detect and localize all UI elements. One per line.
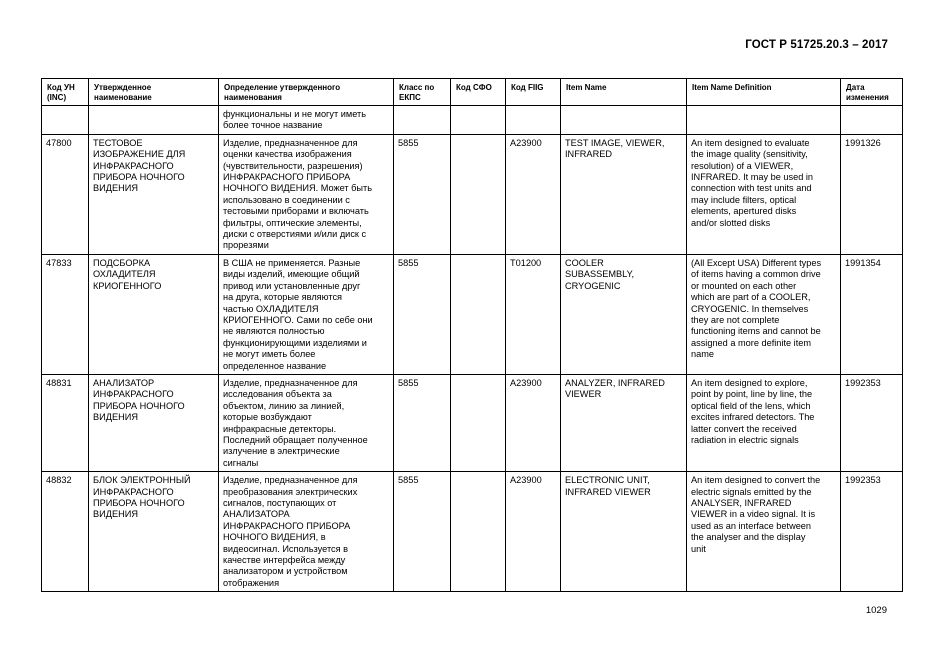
cell-approved-name: ТЕСТОВОЕ ИЗОБРАЖЕНИЕ ДЛЯ ИНФРАКРАСНОГО ПРИБОРА НОЧНОГО ВИДЕНИЯ — [89, 134, 219, 254]
table-row — [42, 134, 903, 254]
table-row — [42, 472, 903, 592]
col-header-item-name-definition: Item Name Definition — [687, 79, 841, 106]
table-row — [42, 106, 903, 135]
cell-sfo-code — [451, 254, 506, 374]
cell-name-definition: В США не применяется. Разные виды изделий, имеющие общий привод или установленные друг на друга, которые являются частью ОХЛАДИТЕЛЯ КРИОГЕННОГО. Сами по себе они не являются полностью функционирующими изделиями и не могут иметь более определенное название — [219, 254, 394, 374]
cell-inc: 47800 — [42, 134, 89, 254]
cell-inc: 48832 — [42, 472, 89, 592]
classification-table — [41, 78, 903, 592]
cell-fiig-code: T01200 — [506, 254, 561, 374]
cell-fiig-code: A23900 — [506, 134, 561, 254]
cell-fiig-code: A23900 — [506, 472, 561, 592]
col-header-change-date: Дата изменения — [841, 79, 903, 106]
cell-inc — [42, 106, 89, 135]
cell-item-name: ANALYZER, INFRARED VIEWER — [561, 374, 687, 471]
cell-class: 5855 — [394, 134, 451, 254]
cell-class — [394, 106, 451, 135]
cell-approved-name: ПОДСБОРКА ОХЛАДИТЕЛЯ КРИОГЕННОГО — [89, 254, 219, 374]
cell-item-name-definition: An item designed to convert the electric signals emitted by the ANALYSER, INFRARED VIEWER in a video signal. It is used as an interface between the analyser and the display unit — [687, 472, 841, 592]
cell-change-date: 1992353 — [841, 472, 903, 592]
cell-item-name: TEST IMAGE, VIEWER, INFRARED — [561, 134, 687, 254]
cell-change-date: 1991354 — [841, 254, 903, 374]
cell-item-name: COOLER SUBASSEMBLY, CRYOGENIC — [561, 254, 687, 374]
cell-item-name — [561, 106, 687, 135]
col-header-class: Класс по ЕКПС — [394, 79, 451, 106]
cell-change-date: 1991326 — [841, 134, 903, 254]
cell-sfo-code — [451, 106, 506, 135]
cell-approved-name — [89, 106, 219, 135]
col-header-sfo-code: Код СФО — [451, 79, 506, 106]
table-row — [42, 254, 903, 374]
cell-sfo-code — [451, 374, 506, 471]
page-number: 1029 — [865, 605, 887, 616]
cell-change-date — [841, 106, 903, 135]
cell-name-definition: Изделие, предназначенное для преобразования электрических сигналов, поступающих от АНАЛИЗАТОРА ИНФРАКРАСНОГО ПРИБОРА НОЧНОГО ВИДЕНИЯ, в видеосигнал. Используется в качестве интерфейса между анализатором и устройством отображения — [219, 472, 394, 592]
cell-inc: 48831 — [42, 374, 89, 471]
cell-class: 5855 — [394, 374, 451, 471]
cell-name-definition: Изделие, предназначенное для оценки качества изображения (чувствительности, разрешения) ИНФРАКРАСНОГО ПРИБОРА НОЧНОГО ВИДЕНИЯ. Может быть использовано в соединении с тестовыми приборами и включать фильтры, оптические элементы, диски с отверстиями и/или диск с прорезями — [219, 134, 394, 254]
cell-name-definition: функциональны и не могут иметь более точное название — [219, 106, 394, 135]
cell-item-name-definition: (All Except USA) Different types of items having a common drive or mounted on each other which are part of a COOLER, CRYOGENIC. In themselves they are not complete functioning items and cannot be assigned a more definite item name — [687, 254, 841, 374]
table-header-row — [42, 79, 903, 106]
col-header-approved-name: Утвержденное наименование — [89, 79, 219, 106]
cell-approved-name: АНАЛИЗАТОР ИНФРАКРАСНОГО ПРИБОРА НОЧНОГО ВИДЕНИЯ — [89, 374, 219, 471]
cell-item-name-definition: An item designed to evaluate the image quality (sensitivity, resolution) of a VIEWER, INFRARED. It may be used in connection with test units and may include filters, optical elements, apertured disks and/or slotted disks — [687, 134, 841, 254]
cell-sfo-code — [451, 134, 506, 254]
cell-inc: 47833 — [42, 254, 89, 374]
cell-item-name-definition — [687, 106, 841, 135]
cell-fiig-code: A23900 — [506, 374, 561, 471]
cell-item-name: ELECTRONIC UNIT, INFRARED VIEWER — [561, 472, 687, 592]
document-code: ГОСТ Р 51725.20.3 – 2017 — [745, 39, 888, 51]
cell-approved-name: БЛОК ЭЛЕКТРОННЫЙ ИНФРАКРАСНОГО ПРИБОРА НОЧНОГО ВИДЕНИЯ — [89, 472, 219, 592]
col-header-name-definition: Определение утвержденного наименования — [219, 79, 394, 106]
col-header-inc: Код УН (INC) — [42, 79, 89, 106]
col-header-item-name: Item Name — [561, 79, 687, 106]
cell-sfo-code — [451, 472, 506, 592]
cell-fiig-code — [506, 106, 561, 135]
col-header-fiig-code: Код FIIG — [506, 79, 561, 106]
cell-class: 5855 — [394, 254, 451, 374]
cell-class: 5855 — [394, 472, 451, 592]
cell-name-definition: Изделие, предназначенное для исследования объекта за объектом, линию за линией, которые возбуждают инфракрасные детекторы. Последний обращает полученное излучение в электрические сигналы — [219, 374, 394, 471]
table-row — [42, 374, 903, 471]
cell-item-name-definition: An item designed to explore, point by point, line by line, the optical field of the lens, which excites infrared detectors. The latter convert the received radiation in electric signals — [687, 374, 841, 471]
cell-change-date: 1992353 — [841, 374, 903, 471]
